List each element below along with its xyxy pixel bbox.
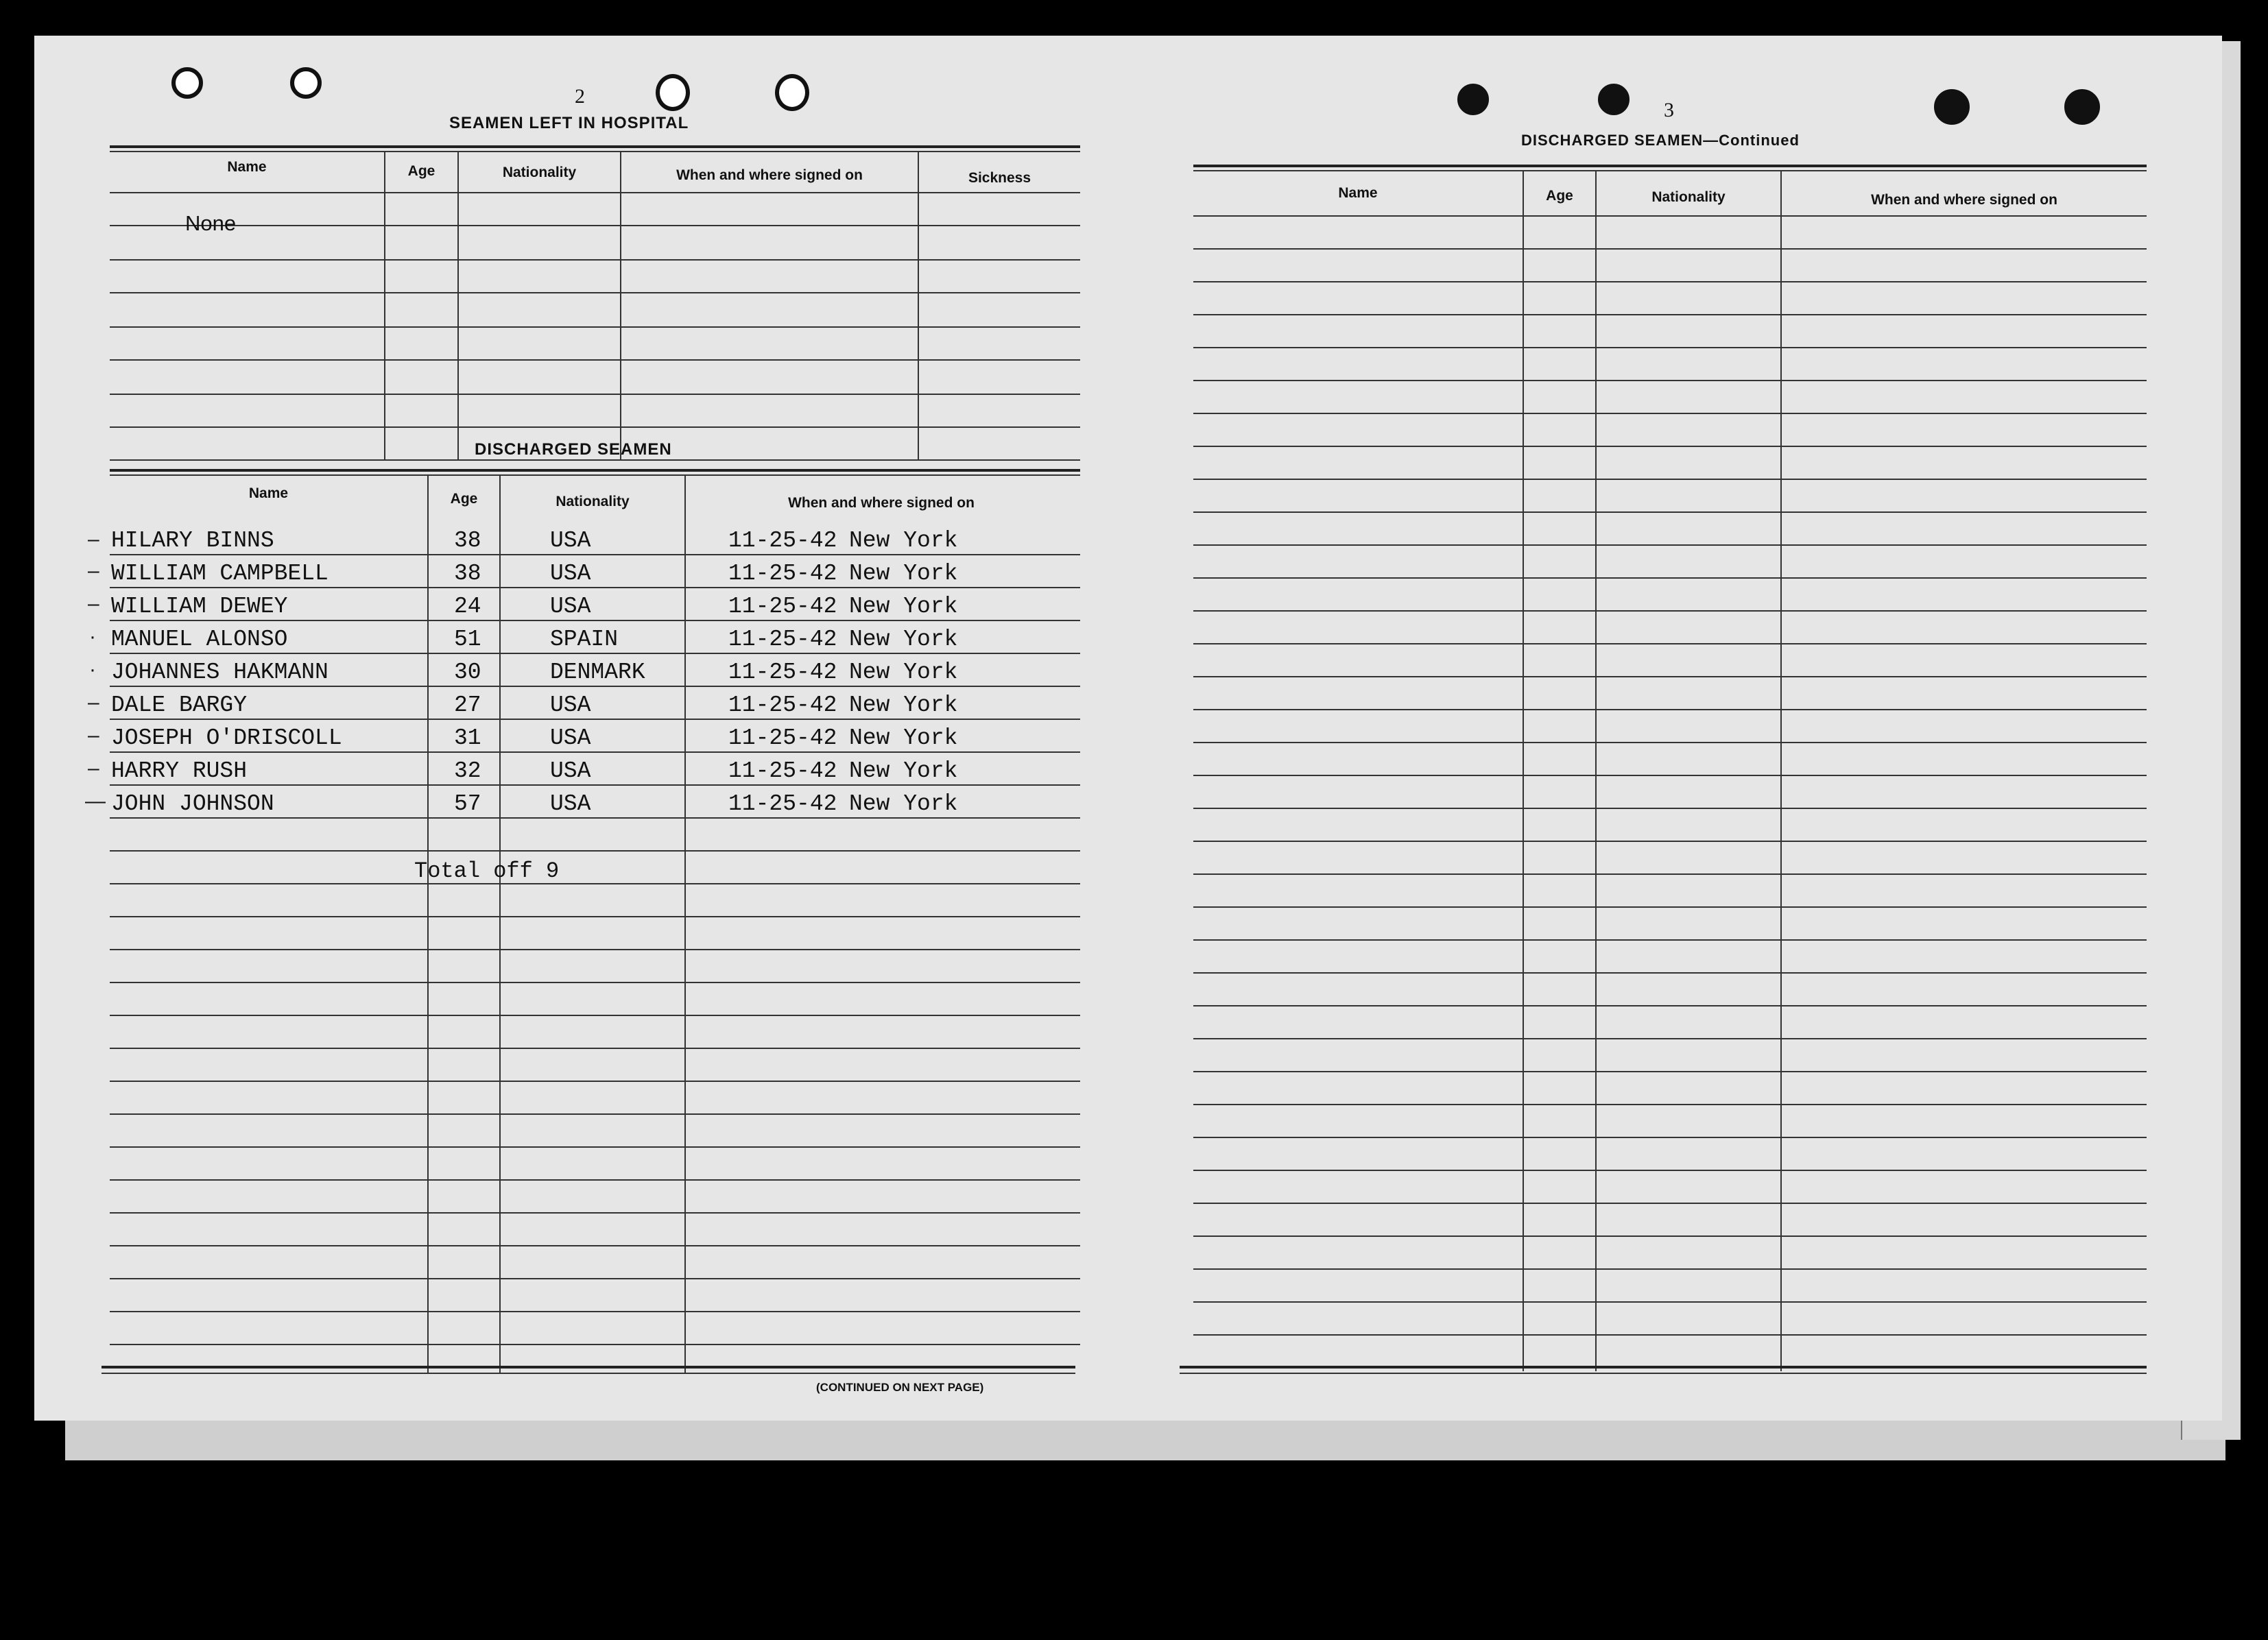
seaman-age: 57 xyxy=(454,791,481,817)
rule xyxy=(1193,1203,2147,1204)
rule xyxy=(110,469,1080,472)
col-divider xyxy=(918,151,919,461)
rule xyxy=(110,192,1080,193)
seaman-age: 38 xyxy=(454,561,481,586)
seaman-name: HARRY RUSH xyxy=(111,758,248,784)
punch-hole xyxy=(1934,89,1970,125)
rule xyxy=(1193,709,2147,710)
rule xyxy=(110,292,1080,293)
rule xyxy=(1193,446,2147,447)
hospital-header-sickness: Sickness xyxy=(968,170,1031,186)
col-divider xyxy=(1595,170,1597,1371)
rule xyxy=(110,359,1080,361)
rule xyxy=(110,1245,1080,1246)
signed-on-place: New York xyxy=(849,627,958,652)
discharged-header-age: Age xyxy=(450,491,478,507)
tick-mark: – xyxy=(88,724,99,747)
rule xyxy=(102,1373,1075,1374)
rule xyxy=(110,751,1080,753)
signed-on-place: New York xyxy=(849,528,958,553)
rule xyxy=(110,1081,1080,1082)
tick-mark: — xyxy=(85,790,106,812)
rule xyxy=(110,151,1080,152)
signed-on-place: New York xyxy=(849,692,958,718)
tick-mark: · xyxy=(89,658,96,681)
right-header-nationality: Nationality xyxy=(1651,189,1726,205)
signed-on-date: 11-25-42 xyxy=(728,692,837,718)
rule xyxy=(1193,314,2147,315)
discharged-header-name: Name xyxy=(248,485,289,501)
rule xyxy=(110,1113,1080,1115)
rule xyxy=(1193,544,2147,546)
rule xyxy=(110,883,1080,884)
rule xyxy=(1193,511,2147,513)
rule xyxy=(1193,165,2147,167)
hospital-header-nationality: Nationality xyxy=(502,165,577,180)
seaman-name: MANUEL ALONSO xyxy=(111,627,288,652)
rule xyxy=(1193,479,2147,480)
discharged-header-signed: When and where signed on xyxy=(788,495,975,511)
rule xyxy=(110,1311,1080,1312)
rule xyxy=(1193,643,2147,644)
rule xyxy=(1193,1235,2147,1237)
rule xyxy=(110,554,1080,555)
rule xyxy=(110,1278,1080,1279)
signed-on-place: New York xyxy=(849,594,958,619)
col-divider xyxy=(1523,170,1524,1371)
rule xyxy=(1193,676,2147,677)
rule xyxy=(1193,775,2147,776)
signed-on-place: New York xyxy=(849,725,958,751)
rule xyxy=(1193,610,2147,612)
rule xyxy=(110,1048,1080,1049)
seaman-name: JOHANNES HAKMANN xyxy=(111,660,329,685)
rule xyxy=(110,394,1080,395)
rule xyxy=(110,145,1080,148)
continued-footer: (CONTINUED ON NEXT PAGE) xyxy=(816,1381,984,1394)
rule xyxy=(110,949,1080,950)
tick-mark: – xyxy=(88,528,99,551)
col-divider xyxy=(457,151,459,461)
rule xyxy=(1193,808,2147,809)
page-number-right: 3 xyxy=(1664,99,1674,121)
col-divider xyxy=(384,151,385,461)
rule xyxy=(1193,939,2147,941)
rule xyxy=(1180,1366,2147,1368)
rule xyxy=(110,850,1080,852)
page-number-left: 2 xyxy=(575,85,585,108)
rule xyxy=(110,719,1080,720)
seaman-name: WILLIAM CAMPBELL xyxy=(111,561,329,586)
rule xyxy=(102,1366,1075,1368)
punch-hole xyxy=(2064,89,2100,125)
rule xyxy=(110,225,1080,226)
hospital-header-age: Age xyxy=(407,163,435,179)
seaman-age: 30 xyxy=(454,660,481,685)
col-divider xyxy=(427,474,429,1374)
rule xyxy=(1193,215,2147,217)
hospital-header-name: Name xyxy=(227,159,267,175)
seaman-age: 51 xyxy=(454,627,481,652)
punch-hole xyxy=(290,67,322,99)
tick-mark: – xyxy=(88,559,99,582)
rule xyxy=(1193,873,2147,875)
rule xyxy=(110,1344,1080,1345)
signed-on-place: New York xyxy=(849,791,958,817)
rule xyxy=(1193,906,2147,908)
punch-hole xyxy=(1457,84,1489,115)
seaman-age: 32 xyxy=(454,758,481,784)
rule xyxy=(110,982,1080,983)
seaman-nationality: USA xyxy=(550,528,591,553)
right-header-signed: When and where signed on xyxy=(1871,192,2057,208)
rule xyxy=(1193,380,2147,381)
rule xyxy=(1193,170,2147,171)
signed-on-date: 11-25-42 xyxy=(728,791,837,817)
signed-on-date: 11-25-42 xyxy=(728,660,837,685)
rule xyxy=(1193,1071,2147,1072)
discharged-header-nationality: Nationality xyxy=(556,494,630,509)
rule xyxy=(1193,1137,2147,1138)
rule xyxy=(1193,281,2147,282)
rule xyxy=(1193,1104,2147,1105)
punch-hole xyxy=(171,67,203,99)
seaman-nationality: USA xyxy=(550,561,591,586)
punch-hole xyxy=(1598,84,1630,115)
hospital-none-entry: None xyxy=(185,211,237,235)
signed-on-date: 11-25-42 xyxy=(728,758,837,784)
seaman-nationality: USA xyxy=(550,758,591,784)
signed-on-date: 11-25-42 xyxy=(728,594,837,619)
rule xyxy=(1193,1038,2147,1039)
signed-on-place: New York xyxy=(849,561,958,586)
seaman-nationality: SPAIN xyxy=(550,627,619,652)
seaman-name: DALE BARGY xyxy=(111,692,248,718)
punch-hole xyxy=(775,74,809,111)
rule xyxy=(1193,1301,2147,1303)
rule xyxy=(1193,1334,2147,1336)
signed-on-place: New York xyxy=(849,758,958,784)
right-header-age: Age xyxy=(1546,188,1573,204)
seaman-nationality: USA xyxy=(550,692,591,718)
seaman-age: 27 xyxy=(454,692,481,718)
seaman-name: WILLIAM DEWEY xyxy=(111,594,288,619)
col-divider xyxy=(684,474,686,1374)
punch-hole xyxy=(656,74,690,111)
col-divider xyxy=(499,474,501,1374)
document-sheet xyxy=(34,36,2222,1421)
seaman-age: 38 xyxy=(454,528,481,553)
hospital-header-signed: When and where signed on xyxy=(676,167,863,183)
tick-mark: – xyxy=(88,691,99,714)
signed-on-date: 11-25-42 xyxy=(728,725,837,751)
rule xyxy=(1193,577,2147,579)
rule xyxy=(110,653,1080,654)
col-divider xyxy=(620,151,621,461)
rule xyxy=(110,426,1080,428)
signed-on-date: 11-25-42 xyxy=(728,627,837,652)
total-label: Total off 9 xyxy=(414,858,560,884)
discharged-title: DISCHARGED SEAMEN xyxy=(475,440,672,459)
rule xyxy=(1193,248,2147,250)
seaman-name: HILARY BINNS xyxy=(111,528,274,553)
seaman-nationality: USA xyxy=(550,594,591,619)
rule xyxy=(110,459,1080,461)
rule xyxy=(110,1212,1080,1214)
rule xyxy=(110,587,1080,588)
rule xyxy=(1193,1005,2147,1006)
seaman-nationality: USA xyxy=(550,791,591,817)
signed-on-place: New York xyxy=(849,660,958,685)
hospital-title: SEAMEN LEFT IN HOSPITAL xyxy=(449,114,689,132)
rule xyxy=(1193,1268,2147,1270)
tick-mark: – xyxy=(88,592,99,615)
seaman-age: 24 xyxy=(454,594,481,619)
rule xyxy=(110,1015,1080,1016)
rule xyxy=(1193,841,2147,842)
rule xyxy=(110,1179,1080,1181)
rule xyxy=(110,1146,1080,1148)
right-title: DISCHARGED SEAMEN—Continued xyxy=(1521,132,1800,149)
seaman-name: JOHN JOHNSON xyxy=(111,791,274,817)
signed-on-date: 11-25-42 xyxy=(728,561,837,586)
tick-mark: · xyxy=(89,625,96,648)
rule xyxy=(110,474,1080,476)
rule xyxy=(110,620,1080,621)
right-header-name: Name xyxy=(1338,185,1378,201)
rule xyxy=(1193,1170,2147,1171)
rule xyxy=(110,259,1080,261)
rule xyxy=(110,326,1080,328)
rule xyxy=(110,686,1080,687)
rule xyxy=(1193,972,2147,974)
rule xyxy=(1193,347,2147,348)
tick-mark: – xyxy=(88,757,99,780)
seaman-nationality: USA xyxy=(550,725,591,751)
signed-on-date: 11-25-42 xyxy=(728,528,837,553)
rule xyxy=(110,817,1080,819)
seaman-name: JOSEPH O'DRISCOLL xyxy=(111,725,342,751)
rule xyxy=(110,916,1080,917)
rule xyxy=(1180,1373,2147,1374)
rule xyxy=(1193,742,2147,743)
seaman-age: 31 xyxy=(454,725,481,751)
col-divider xyxy=(1780,170,1782,1371)
rule xyxy=(1193,413,2147,414)
seaman-nationality: DENMARK xyxy=(550,660,645,685)
rule xyxy=(110,784,1080,786)
